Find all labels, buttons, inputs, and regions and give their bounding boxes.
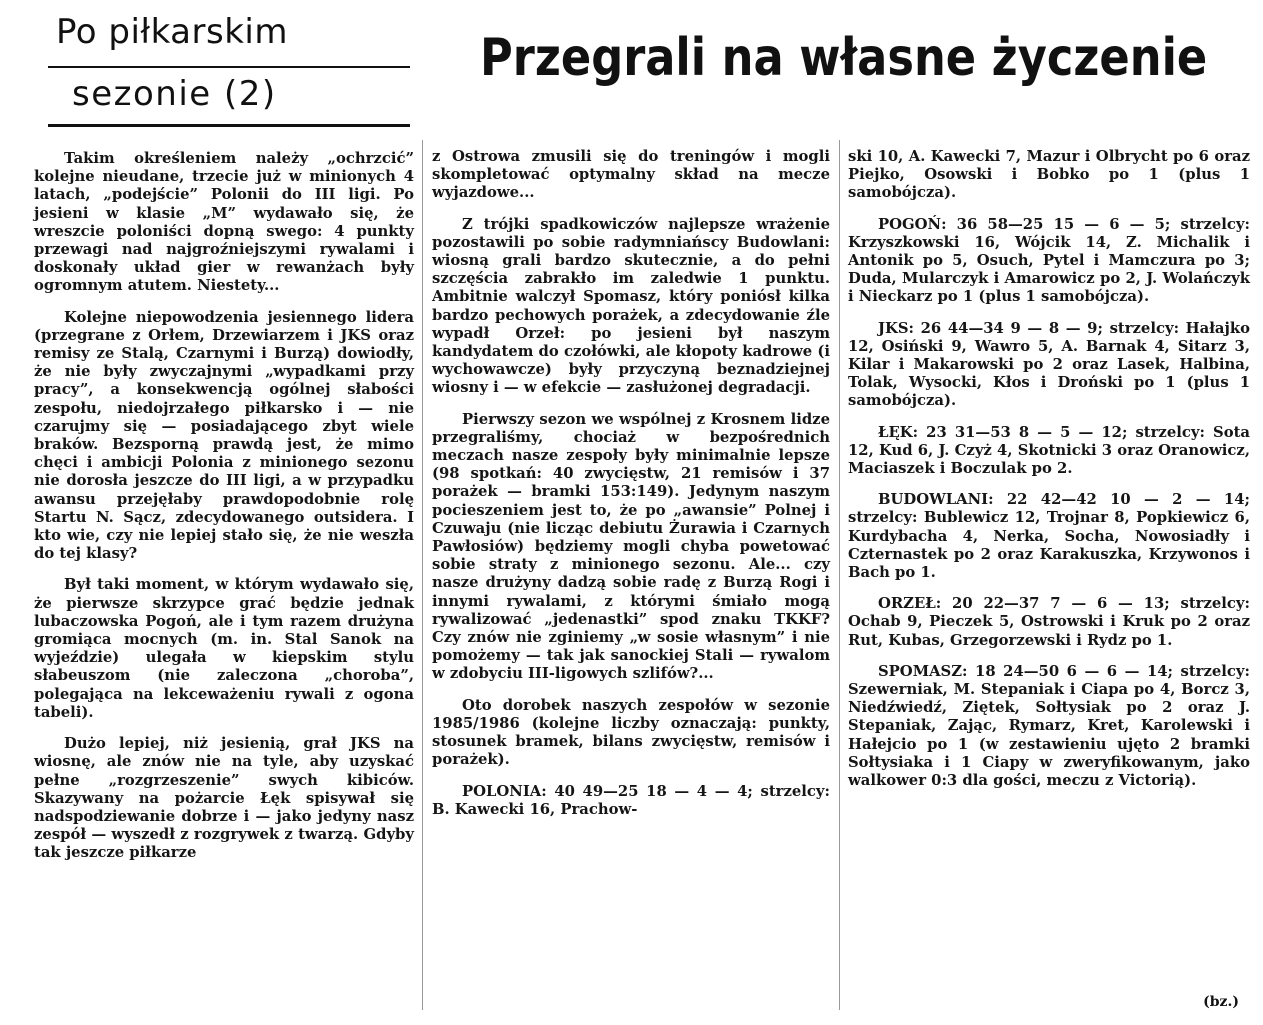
article-column-1 — [34, 150, 414, 863]
paragraph: Pierwszy sezon we wspólnej z Krosnem lidze przegraliśmy, chociaż w bezpośrednich meczach nasze zespoły były minimalnie lepsze (98 spotkań: 40 zwycięstw, 21 remisów i 37 porażek — bramki 153:149). Jedynym naszym pocieszeniem jest to, że po „awansie” Polnej i Czuwaju (nie licząc debiutu Żurawia i Czarnych Pawłosiów) będziemy mogli chyba powetować sobie straty z minionego sezonu. Ale... czy nasze drużyny dadzą sobie radę z Burzą Rogi i innymi rywalami, z którymi śmiało mogą rywalizować „jedenastki” spod znaku TKKF? Czy znów nie zginiemy „w sosie własnym” i nie pomożemy — tak jak sanockiej Stali — rywalom w zdobyciu III-ligowych szlifów?... — [432, 410, 830, 683]
column-divider-1 — [422, 140, 423, 1010]
author-signature: (bz.) — [1203, 994, 1239, 1010]
rubric-line-1: Po piłkarskim — [56, 12, 288, 52]
paragraph: Takim określeniem należy „ochrzcić” kolejne nieudane, trzecie już w minionych 4 latach, „podejście” Polonii do III ligi. Po jesieni w klasie „M” wydawało się, że wreszcie poloniści dopną swego: 4 punkty przewagi nad najgroźniejszymi rywalami i doskonały układ gier w rewanżach były ogromnym atutem. Niestety... — [34, 150, 414, 295]
rubric-divider — [48, 66, 410, 68]
team-stats-budowlani: BUDOWLANI: 22 42—42 10 — 2 — 14; strzelcy: Bublewicz 12, Trojnar 8, Popkiewicz 6, Kurdybacha 4, Nerka, Socha, Nowosiadły i Czternastek po 2 oraz Karakuszka, Krzywonos i Bach po 1. — [848, 491, 1250, 582]
team-stats-polonia-cont: ski 10, A. Kawecki 7, Mazur i Olbrycht po 6 oraz Piejko, Osowski i Bobko po 1 (plus 1 samobójcza). — [848, 148, 1250, 202]
team-stats-pogon: POGOŃ: 36 58—25 15 — 6 — 5; strzelcy: Krzyszkowski 16, Wójcik 14, Z. Michalik i Antonik po 5, Osuch, Pytel i Mamczura po 3; Duda, Mularczyk i Amarowicz po 2, J. Wolańczyk i Nieckarz po 1 (plus 1 samobójcza). — [848, 215, 1250, 306]
team-stats-spomasz: SPOMASZ: 18 24—50 6 — 6 — 14; strzelcy: Szewerniak, M. Stepaniak i Ciapa po 4, Borcz 3, Niedźwiedź, Ziętek, Sołtysiak po 2 oraz J. Stepaniak, Zając, Rymarz, Kret, Karolewski i Hałejcio po 1 (w zestawieniu ujęto 2 bramki Sołtysiaka i 1 Ciapy w zweryfikowanym, jako walkower 0:3 dla gości, meczu z Victorią). — [848, 662, 1250, 790]
paragraph: Kolejne niepowodzenia jesiennego lidera (przegrane z Orłem, Drzewiarzem i JKS oraz remisy ze Stalą, Czarnymi i Burzą) dowiodły, że nie były zwyczajnymi „wypadkami przy pracy”, a konsekwencją ogólnej słabości zespołu, niedojrzałego piłkarsko i — nie czarujmy się — posiadającego zbyt wiele braków. Bezsporną prawdą jest, że mimo chęci i ambicji Polonia z minionego sezonu nie dorosła jeszcze do III ligi, a w przypadku awansu przejęłaby prawdopodobnie rolę Startu N. Sącz, zdecydowanego outsidera. I kto wie, czy nie lepiej stało się, że nie weszła do tej klasy? — [34, 308, 414, 563]
paragraph: Oto dorobek naszych zespołów w sezonie 1985/1986 (kolejne liczby oznaczają: punkty, stosunek bramek, bilans zwycięstw, remisów i porażek). — [432, 696, 830, 769]
article-column-2 — [432, 148, 830, 819]
team-stats-polonia: POLONIA: 40 49—25 18 — 4 — 4; strzelcy: B. Kawecki 16, Prachow- — [432, 782, 830, 818]
paragraph: Dużo lepiej, niż jesienią, grał JKS na wiosnę, ale znów nie na tyle, aby uzyskać pełne „rozgrzeszenie” swych kibiców. Skazywany na pożarcie Łęk spisywał się nadspodziewanie dobrze i — jako jedyny nasz zespół — wyszedł z rozgrywek z twarzą. Gdyby tak jeszcze piłkarze — [34, 735, 414, 862]
rubric-bottom-rule — [48, 124, 410, 127]
paragraph: Z trójki spadkowiczów najlepsze wrażenie pozostawili po sobie radymniańscy Budowlani: wiosną grali bardzo skutecznie, a do pełni szczęścia zabrakło im zaledwie 1 punktu. Ambitnie walczył Spomasz, który poniósł kilka bardzo pechowych porażek, a zdecydowanie źle wypadł Orzeł: po jesieni był naszym kandydatem do czołówki, ale kłopoty kadrowe (i wychowawcze) były przyczyną beznadziejnej wiosny i — w efekcie — zasłużonej degradacji. — [432, 215, 830, 397]
article-column-3 — [848, 148, 1250, 790]
team-stats-lek: ŁĘK: 23 31—53 8 — 5 — 12; strzelcy: Sota 12, Kud 6, J. Czyż 4, Skotnicki 3 oraz Oranowicz, Maciaszek i Boczulak po 2. — [848, 423, 1250, 478]
team-stats-orzel: ORZEŁ: 20 22—37 7 — 6 — 13; strzelcy: Ochab 9, Pieczek 5, Ostrowski i Kruk po 2 oraz Rut, Kubas, Grzegorzewski i Rydz po 1. — [848, 595, 1250, 649]
team-stats-jks: JKS: 26 44—34 9 — 8 — 9; strzelcy: Hałajko 12, Osiński 9, Wawro 5, A. Barnak 4, Sitarz 3, Kilar i Makarowski po 2 oraz Lasek, Halbina, Tolak, Wysocki, Kłos i Droński po 1 (plus 1 samobójcza). — [848, 319, 1250, 410]
rubric-line-2: sezonie (2) — [72, 74, 277, 114]
article-headline: Przegrali na własne życzenie — [480, 28, 1208, 88]
paragraph: z Ostrowa zmusili się do treningów i mogli skompletować optymalny skład na mecze wyjazdowe... — [432, 148, 830, 202]
paragraph: Był taki moment, w którym wydawało się, że pierwsze skrzypce grać będzie jednak lubaczowska Pogoń, ale i tym razem drużyna gromiąca mocnych (m. in. Stal Sanok na wyjeździe) ulegała w kiepskim stylu słabeuszom (nie zaleczona „choroba”, polegająca na lekceważeniu rywali z ogona tabeli). — [34, 576, 414, 721]
rubric-box — [48, 8, 410, 126]
column-divider-2 — [839, 140, 840, 1010]
